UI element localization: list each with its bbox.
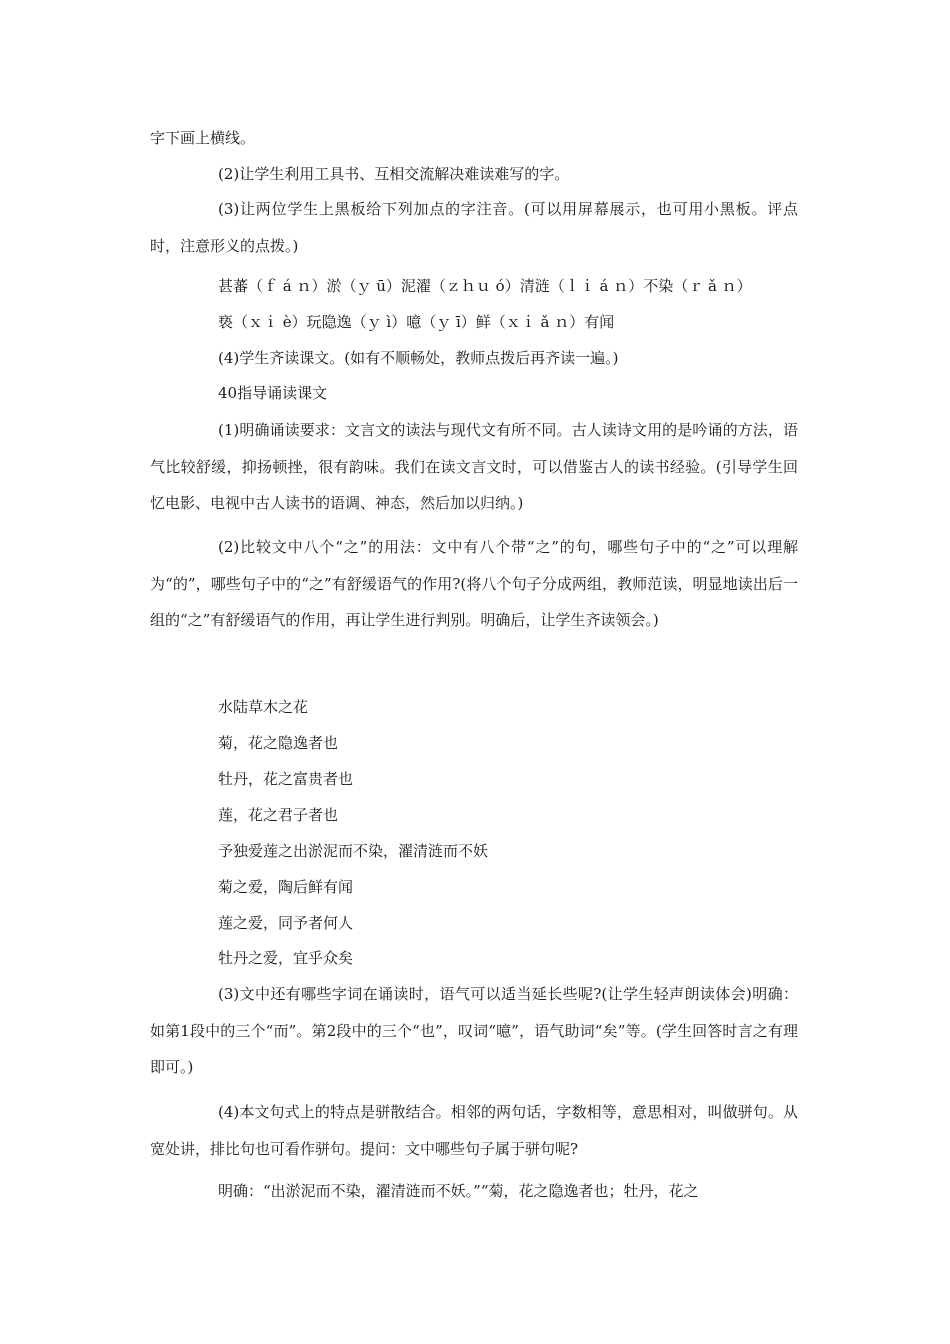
paragraph-step-3: (3)让两位学生上黑板给下列加点的字注音。(可以用屏幕展示，也可用小黑板。评点时，注意形义的点拨。) <box>150 200 798 255</box>
paragraph-guide-3: (3)文中还有哪些字词在诵读时，语气可以适当延长些呢?(让学生轻声朗读体会)明确：如第1段中的三个“而”。第2段中的三个“也”，叹词“噫”，语气助词“矣”等。(学生回答时言之有理即可。) <box>150 985 798 1076</box>
paragraph-clarify: 明确：“出淤泥而不染，濯清涟而不妖。”“菊，花之隐逸者也；牡丹，花之 <box>218 1182 699 1200</box>
zhi-sentence: 予独爱莲之出淤泥而不染，濯清涟而不妖 <box>218 842 489 860</box>
zhi-sentence: 菊，花之隐逸者也 <box>218 734 339 752</box>
zhi-sentence: 莲，花之君子者也 <box>218 806 339 824</box>
zhi-sentence: 水陆草木之花 <box>218 698 309 716</box>
paragraph-continuation: 字下画上横线。 <box>150 129 256 147</box>
pinyin-line-1: 甚蕃（ｆ á ｎ）淤（ｙ ū）泥濯（ｚｈｕ ó）清涟（ｌｉ á ｎ）不染（ｒ ǎ ｎ） <box>218 277 752 295</box>
paragraph-guide-4: (4)本文句式上的特点是骈散结合。相邻的两句话，字数相等，意思相对，叫做骈句。从宽处讲，排比句也可看作骈句。提问：文中哪些句子属于骈句呢? <box>150 1103 798 1158</box>
pinyin-line-2: 亵（ｘｉ è）玩隐逸（ｙ ì）噫（ｙ ī）鲜（ｘｉ ǎ ｎ）有闻 <box>218 313 615 331</box>
zhi-sentence: 菊之爱，陶后鲜有闻 <box>218 878 354 896</box>
zhi-sentence: 莲之爱，同予者何人 <box>218 914 354 932</box>
paragraph-guide-1: (1)明确诵读要求：文言文的读法与现代文有所不同。古人读诗文用的是吟诵的方法，语气比较舒缓，抑扬顿挫，很有韵味。我们在读文言文时，可以借鉴古人的读书经验。(引导学生回忆电影、电视中古人读书的语调、神态，然后加以归纳。) <box>150 421 798 512</box>
zhi-sentence: 牡丹，花之富贵者也 <box>218 770 354 788</box>
paragraph-step-2: (2)让学生利用工具书、互相交流解决难读难写的字。 <box>218 165 570 183</box>
paragraph-step-4: (4)学生齐读课文。(如有不顺畅处，教师点拨后再齐读一遍。) <box>218 349 619 367</box>
zhi-sentence: 牡丹之爱，宜乎众矣 <box>218 949 354 967</box>
section-heading: 40指导诵读课文 <box>218 384 328 402</box>
paragraph-guide-2: (2)比较文中八个“之”的用法：文中有八个带“之”的句，哪些句子中的“之”可以理解为“的”，哪些句子中的“之”有舒缓语气的作用?(将八个句子分成两组，教师范读，明显地读出后一组的“之”有舒缓语气的作用，再让学生进行判别。明确后，让学生齐读领会。) <box>150 538 798 629</box>
